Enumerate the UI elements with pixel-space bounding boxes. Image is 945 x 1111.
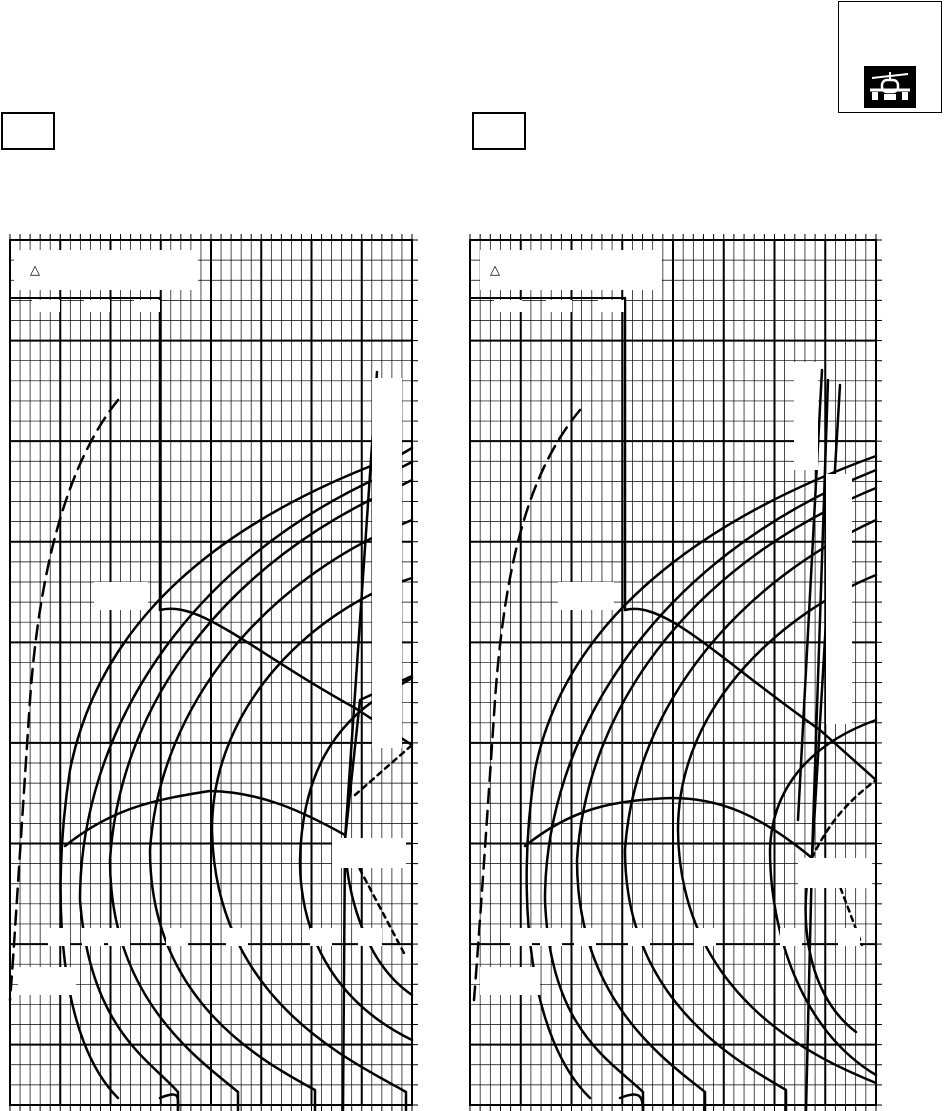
label-mask xyxy=(546,300,572,312)
curve-label-box xyxy=(826,474,852,724)
legend-box xyxy=(480,250,662,290)
curve-label xyxy=(310,928,332,946)
series-line xyxy=(527,456,876,1098)
curve-label-box xyxy=(798,858,872,888)
series-line xyxy=(770,720,876,1075)
curve-label xyxy=(780,928,802,946)
curve-label-box xyxy=(558,582,614,610)
curve-label xyxy=(510,928,532,946)
curve-label-box xyxy=(794,362,818,470)
series-line xyxy=(620,1094,643,1111)
curve-label xyxy=(166,928,188,946)
curve-label xyxy=(82,928,104,946)
curve-label xyxy=(540,928,562,946)
label-mask xyxy=(494,300,522,312)
label-mask xyxy=(598,300,624,312)
series-line xyxy=(160,1094,178,1111)
label-mask xyxy=(32,300,60,312)
curve-label xyxy=(838,928,860,946)
curve-label xyxy=(574,928,596,946)
curve-label xyxy=(226,928,248,946)
chart-panel-2 xyxy=(470,234,882,1111)
curve-label xyxy=(694,928,716,946)
legend-symbol: △ xyxy=(490,263,500,278)
label-mask xyxy=(84,300,110,312)
curve-label-box xyxy=(480,967,540,995)
curve-label-box xyxy=(332,838,406,868)
series-line xyxy=(10,400,118,1000)
legend-symbol: △ xyxy=(30,263,40,278)
curve-label xyxy=(628,928,650,946)
chart-panel-1 xyxy=(10,234,418,1111)
curve-label xyxy=(48,928,70,946)
label-mask xyxy=(134,300,160,312)
curve-label xyxy=(108,928,130,946)
series-line xyxy=(812,780,876,858)
series-line xyxy=(355,745,412,795)
curve-label-box xyxy=(18,967,76,995)
curve-label-box xyxy=(94,582,148,610)
legend-box xyxy=(14,250,198,290)
curve-label-box xyxy=(372,378,402,748)
curve-label xyxy=(358,928,382,946)
